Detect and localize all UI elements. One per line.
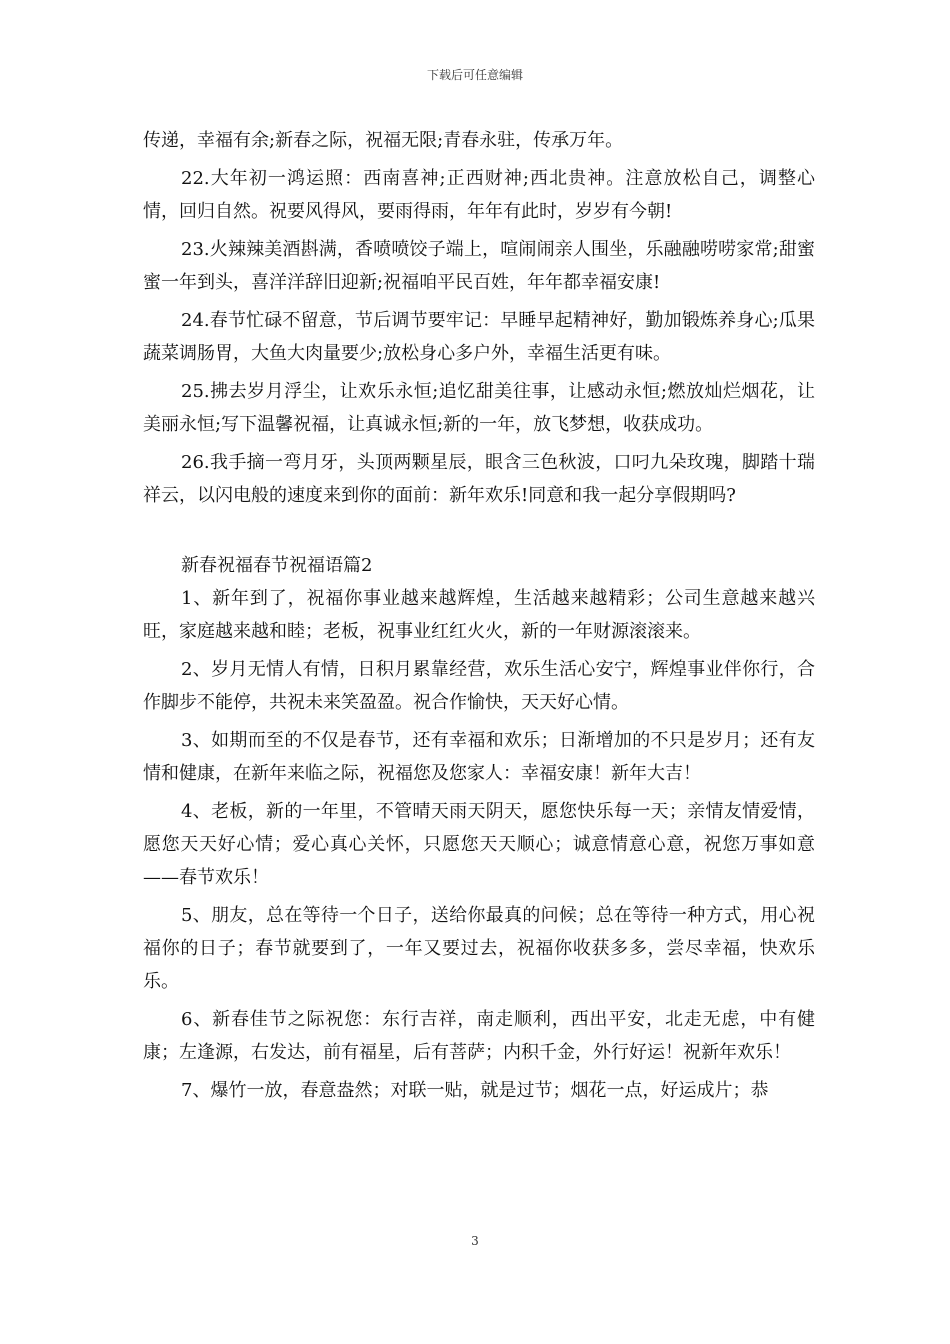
paragraph: 1、新年到了，祝福你事业越来越辉煌，生活越来越精彩；公司生意越来越兴旺，家庭越来越和睦；老板，祝事业红红火火，新的一年财源滚滚来。 [143, 588, 815, 642]
page-number: 3 [471, 1234, 479, 1248]
section-heading: 新春祝福春节祝福语篇2 [181, 555, 373, 576]
document-body [143, 124, 815, 1107]
paragraph: 2、岁月无情人有情，日积月累靠经营，欢乐生活心安宁，辉煌事业伴你行，合作脚步不能停，共祝未来笑盈盈。祝合作愉快，天天好心情。 [143, 659, 815, 713]
paragraph: 26.我手摘一弯月牙，头顶两颗星辰，眼含三色秋波，口叼九朵玫瑰，脚踏十瑞祥云，以闪电般的速度来到你的面前：新年欢乐!同意和我一起分享假期吗? [143, 452, 815, 506]
paragraph: 7、爆竹一放，春意盎然；对联一贴，就是过节；烟花一点，好运成片；恭 [181, 1080, 769, 1101]
paragraph: 22.大年初一鸿运照：西南喜神;正西财神;西北贵神。注意放松自己，调整心情，回归自然。祝要风得风，要雨得雨，年年有此时，岁岁有今朝! [143, 168, 815, 222]
paragraph: 5、朋友，总在等待一个日子，送给你最真的问候；总在等待一种方式，用心祝福你的日子；春节就要到了，一年又要过去，祝福你收获多多，尝尽幸福，快欢乐乐。 [143, 905, 815, 992]
paragraph: 4、老板，新的一年里，不管晴天雨天阴天，愿您快乐每一天；亲情友情爱情，愿您天天好心情；爱心真心关怀，只愿您天天顺心；诚意情意心意，祝您万事如意——春节欢乐！ [143, 801, 815, 888]
paragraph: 传递，幸福有余;新春之际，祝福无限;青春永驻，传承万年。 [143, 130, 624, 151]
paragraph: 24.春节忙碌不留意，节后调节要牢记：早睡早起精神好，勤加锻炼养身心;瓜果蔬菜调肠胃，大鱼大肉量要少;放松身心多户外，幸福生活更有味。 [143, 310, 815, 364]
paragraph: 6、新春佳节之际祝您：东行吉祥，南走顺利，西出平安，北走无虑，中有健康；左逢源，右发达，前有福星，后有菩萨；内积千金，外行好运！祝新年欢乐！ [143, 1009, 815, 1063]
paragraph: 3、如期而至的不仅是春节，还有幸福和欢乐；日渐增加的不只是岁月；还有友情和健康，在新年来临之际，祝福您及您家人：幸福安康！新年大吉！ [143, 730, 815, 784]
paragraph: 25.拂去岁月浮尘，让欢乐永恒;追忆甜美往事，让感动永恒;燃放灿烂烟花，让美丽永恒;写下温馨祝福，让真诚永恒;新的一年，放飞梦想，收获成功。 [143, 381, 815, 435]
paragraph: 23.火辣辣美酒斟满，香喷喷饺子端上，喧闹闹亲人围坐，乐融融唠唠家常;甜蜜蜜一年到头，喜洋洋辞旧迎新;祝福咱平民百姓，年年都幸福安康! [143, 239, 815, 293]
page-header: 下载后可任意编辑 [426, 68, 523, 82]
